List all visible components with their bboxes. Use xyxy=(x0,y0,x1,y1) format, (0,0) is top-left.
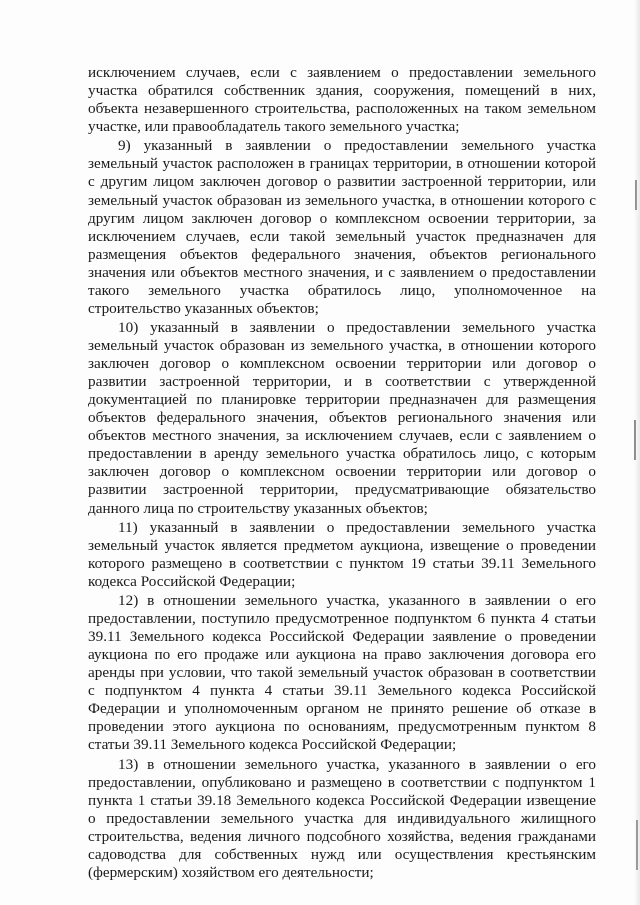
paragraph-item-10: 10) указанный в заявлении о предоставлении земельного участка земельный участок образован из земельного участка, в отношении которого заключен договор о комплексном освоении территории или договор о развитии застроенной территории, и в соответствии с утвержденной документацией по планировке территории предназначен для размещения объектов федерального значения, объектов регионального значения или объектов местного значения, за исключением случаев, если с заявлением о предоставлении в аренду земельного участка обратилось лицо, с которым заключен договор о комплексном освоении территории или договор о развитии застроенной территории, предусматривающие обязательство данного лица по строительству указанных объектов; xyxy=(88,319,596,517)
document-body xyxy=(88,64,596,882)
page-edge-shadow xyxy=(634,0,640,905)
paragraph-item-13: 13) в отношении земельного участка, указанного в заявлении о его предоставлении, опубликовано и размещено в соответствии с подпунктом 1 пункта 1 статьи 39.18 Земельного кодекса Российской Федерации извещение о предоставлении земельного участка для индивидуального жилищного строительства, ведения личного подсобного хозяйства, ведения гражданами садоводства для собственных нужд или осуществления крестьянским (фермерским) хозяйством его деятельности; xyxy=(88,755,596,881)
paragraph-continuation: исключением случаев, если с заявлением о предоставлении земельного участка обратился собственник здания, сооружения, помещений в них, объекта незавершенного строительства, расположенных на таком земельном участке, или правообладатель такого земельного участка; xyxy=(88,64,596,136)
paragraph-item-12: 12) в отношении земельного участка, указанного в заявлении о его предоставлении, поступило предусмотренное подпунктом 6 пункта 4 статьи 39.11 Земельного кодекса Российской Федерации заявление о проведении аукциона по его продаже или аукциона на право заключения договора его аренды при условии, что такой земельный участок образован в соответствии с подпунктом 4 пункта 4 статьи 39.11 Земельного кодекса Российской Федерации и уполномоченным органом не принято решение об отказе в проведении этого аукциона по основаниям, предусмотренным пунктом 8 статьи 39.11 Земельного кодекса Российской Федерации; xyxy=(88,592,596,754)
paragraph-item-11: 11) указанный в заявлении о предоставлении земельного участка земельный участок является предметом аукциона, извещение о проведении которого размещено в соответствии с пунктом 19 статьи 39.11 Земельного кодекса Российской Федерации; xyxy=(88,518,596,590)
paragraph-item-9: 9) указанный в заявлении о предоставлении земельного участка земельный участок расположен в границах территории, в отношении которой с другим лицом заключен договор о развитии застроенной территории, или земельный участок образован из земельного участка, в отношении которого с другим лицом заключен договор о комплексном освоении территории, за исключением случаев, если такой земельный участок предназначен для размещения объектов федерального значения, объектов регионального значения или объектов местного значения, и с заявлением о предоставлении такого земельного участка обратилось лицо, уполномоченное на строительство указанных объектов; xyxy=(88,137,596,317)
